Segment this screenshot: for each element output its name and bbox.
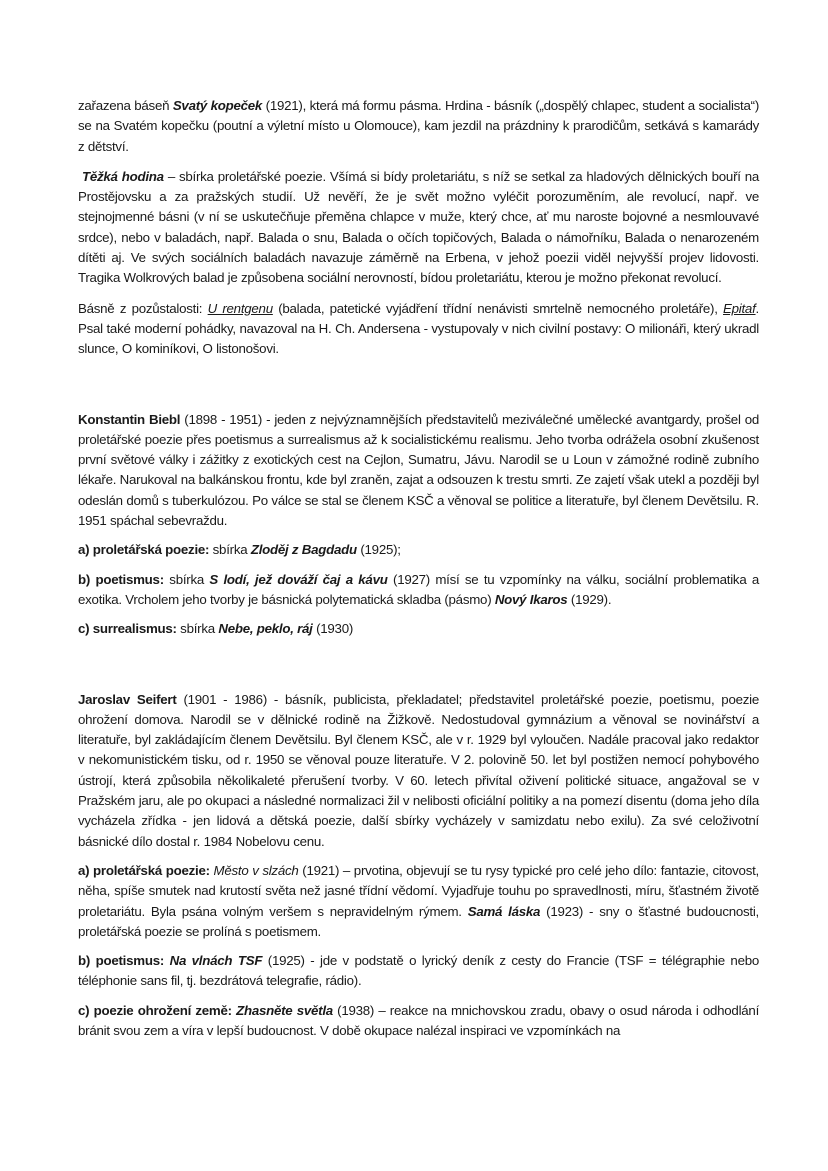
paragraph-svaty-kopecek: [78, 96, 759, 157]
link-u-rentgenu[interactable]: U rentgenu: [207, 300, 273, 316]
work-title-zlodej-z-bagdadu: Zloděj z Bagdadu: [250, 542, 357, 558]
text: . Psal také moderní pohádky, navazoval na H. Ch. Andersena - vystupovaly v nich civilní postavy: O milionáři, který ukradl slunce, O kominíkovi, O listonošovi.: [78, 300, 759, 357]
paragraph-tezka-hodina: [78, 167, 759, 289]
work-title-mesto-v-slzach: Město v slzách: [213, 862, 299, 878]
text: Básně z pozůstalosti:: [78, 300, 208, 316]
biebl-item-a: [78, 540, 759, 560]
item-label: b) poetismus:: [78, 953, 165, 969]
biebl-item-b: [78, 570, 759, 611]
work-title-svaty-kopecek: Svatý kopeček: [172, 98, 263, 113]
seifert-item-b: [78, 951, 759, 992]
seifert-item-a: [78, 861, 759, 942]
item-label: c) poezie ohrožení země:: [78, 1002, 232, 1018]
text: (1925);: [356, 542, 401, 558]
text: (balada, patetické vyjádření třídní nenávisti smrtelně nemocného proletáře),: [272, 300, 724, 316]
text: sbírka: [163, 571, 210, 587]
paragraph-biebl-intro: [78, 410, 759, 532]
text: (1921) – prvotina, objevují se tu rysy typické pro celé jeho dílo: fantazie, citovost, něha, spíše smutek nad krutostí světa než jasné třídní vědomí. Vyjadřuje touhu po spravedlnosti, míru, šťastném životě proletariátu. Byla psána volným veršem s nepravidelným rýmem.: [78, 862, 759, 919]
biebl-item-c: [78, 619, 759, 639]
work-title-zhasnete-svetla: Zhasněte světla: [236, 1002, 333, 1018]
item-label: a) proletářská poezie:: [78, 862, 210, 878]
author-name-biebl: Konstantin Biebl: [78, 411, 181, 427]
text: (1930): [312, 621, 354, 637]
text: (1938) – reakce na mnichovskou zradu, obavy o osud národa i odhodlání bránit svou zem a víra v lepší budoucnost. V době okupace nalézal inspiraci ve vzpomínkách na: [78, 1002, 760, 1038]
paragraph-basne-z-pozustalosti: [78, 299, 759, 360]
seifert-item-c: [78, 1001, 759, 1042]
text: (1927) mísí se tu vzpomínky na válku, sociální problematika a exotika. Vrcholem jeho tvorby je básnická polytematická skladba (pásmo): [78, 571, 760, 607]
text: (1925) - jde v podstatě o lyrický deník z cesty do Francie (TSF = télégraphie nebo téléphonie sans fil, tj. bezdrátová telegrafie, rádio).: [78, 953, 760, 989]
text: zařazena báseň: [78, 98, 173, 113]
author-name-seifert: Jaroslav Seifert: [78, 691, 177, 707]
document-page: [78, 96, 759, 1041]
work-title-tezka-hodina: Těžká hodina: [82, 168, 164, 184]
text: – sbírka proletářské poezie. Všímá si bídy proletariátu, s níž se setkal za hladových dělnických bouří na Prostějovsku a za pražských studií. Už nevěří, že je svět možno vyléčit porozuměním, ale revolucí, např. ve stejnojmenné básni (v ní se uskutečňuje přeměna chlapce v muže, který chce, ať mu naroste bojovné a nesmlouvavé srdce), nebo v baladách, např. Balada o snu, Balada o očích topičových, Balada o námořníku, Balada o nenarozeném dítěti aj. Ve svých sociálních baladách navazuje záměrně na Erbena, v jehož poezii viděl nejvyšší projev lidovosti. Tragika Wolkrových balad je způsobena sociální nerovností, bídou proletariátu, kterou je možno překonat revolucí.: [78, 168, 759, 286]
item-label: a) proletářská poezie:: [78, 542, 210, 558]
link-epitaf[interactable]: Epitaf: [723, 300, 756, 316]
text: (1901 - 1986) - básník, publicista, překladatel; představitel proletářské poezie, poetismu, poezie ohrožení domova. Narodil se v dělnické rodině na Žižkově. Nedostudoval gymnázium a věnoval se novinářství a literatuře, byl zakládajícím členem Devětsilu. Byl členem KSČ, ale v r. 1929 byl vyloučen. Nadále pracoval jako redaktor v nekomunistickém tisku, od r. 1950 se věnoval pouze literatuře. V 2. polovině 50. let byl postižen nemocí pohybového ústrojí, která způsobila několikaleté přerušení tvorby. V 60. letech přivítal oživení politické situace, angažoval se v Pražském jaru, ale po okupaci a následné normalizaci žil v nelibosti oficiální politiky a na pomezí disentu (doma jeho díla vycházela zřídka - jen lidová a dětská poezie, další sbírky vycházely v samizdatu nebo exilu). Za své celoživotní básnické dílo dostal r. 1984 Nobelovu cenu.: [78, 691, 759, 849]
paragraph-seifert-intro: [78, 690, 759, 852]
work-title-na-vlnach-tsf: Na vlnách TSF: [169, 953, 263, 969]
work-title-novy-ikaros: Nový Ikaros: [494, 591, 568, 607]
item-label: b) poetismus:: [78, 571, 164, 587]
text: (1929).: [567, 591, 612, 607]
work-title-s-lodi: S lodí, jež dováží čaj a kávu: [209, 571, 388, 587]
text: (1923) - sny o šťastné budoucnosti, proletářská poezie se prolíná s poetismem.: [78, 903, 760, 939]
text: sbírka: [176, 621, 219, 637]
text: sbírka: [209, 542, 251, 558]
item-label: c) surrealismus:: [78, 621, 177, 637]
text: (1921), která má formu pásma. Hrdina - básník („dospělý chlapec, student a socialista“) se na Svatém kopečku (poutní a výletní místo u Olomouce), kam jezdil na prázdniny k prarodičům, setkává s kamarády z dětství.: [78, 98, 759, 154]
text: (1898 - 1951) - jeden z nejvýznamnějších představitelů meziválečné umělecké avantgardy, prošel od proletářské poezie přes poetismus a surrealismus až k socialistickému realismu. Jeho tvorba odrážela osobní zkušenost první světové války i zážitky z exotických cest na Cejlon, Sumatru, Jávu. Narodil se u Loun v zámožné rodině zubního lékaře. Narukoval na balkánskou frontu, kde byl zraněn, zajat a odsouzen k trestu smrti. Ze zajetí však utekl a později byl odeslán domů s tuberkulózou. Po válce se stal se členem KSČ a věnoval se politice a literatuře, byl členem Devětsilu. R. 1951 spáchal sebevraždu.: [78, 411, 759, 529]
work-title-nebe-peklo-raj: Nebe, peklo, ráj: [218, 621, 313, 637]
work-title-sama-laska: Samá láska: [467, 903, 541, 919]
